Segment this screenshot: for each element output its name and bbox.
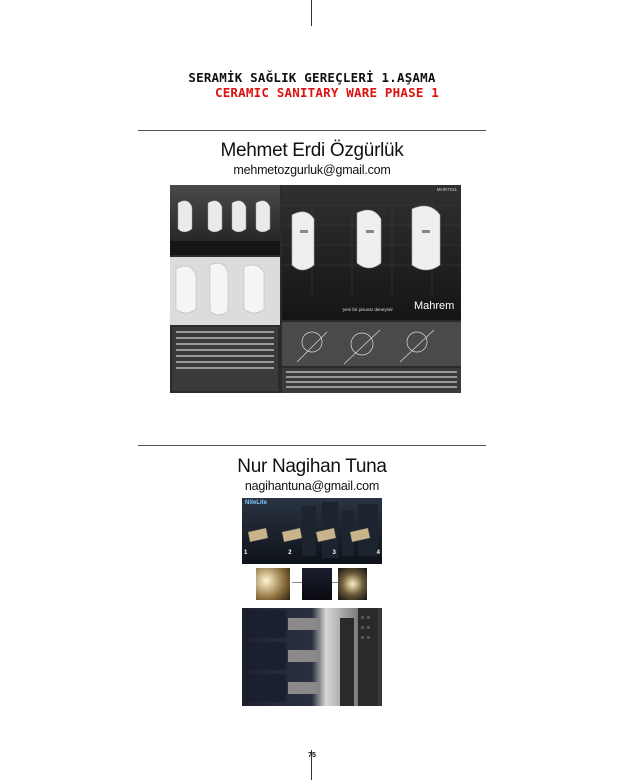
- product-code: MHR7531: [436, 187, 457, 192]
- poster-brand: NiteLite: [245, 500, 268, 506]
- sequence-arrow: [292, 582, 302, 583]
- nitelite-light-sequence: [256, 566, 367, 602]
- poster-brand: Mahrem: [414, 300, 455, 312]
- sequence-photo-3: [338, 568, 367, 600]
- urinals-row-graphic: [170, 185, 280, 255]
- page-number: 75: [308, 752, 316, 759]
- night-view-1: [244, 610, 286, 638]
- step-label: 2: [288, 550, 292, 556]
- divider-rule-2: [138, 445, 486, 446]
- student-email: nagihantuna@gmail.com: [244, 479, 380, 493]
- student-name: Mehmet Erdi Özgürlük: [220, 140, 404, 161]
- poster-description-right: [282, 368, 461, 393]
- sketches-graphic: [282, 322, 461, 366]
- poster-steps: [244, 550, 380, 556]
- nitelite-night-views: [242, 608, 382, 706]
- night-view-2: [244, 642, 286, 670]
- poster-photo-white-models: [170, 257, 280, 325]
- texture-swatch-1: [288, 618, 318, 630]
- night-view-3: [244, 674, 286, 702]
- poster-tagline: 'yeni bir pisuvar deneyimi': [342, 307, 394, 312]
- poster-sketches: [282, 322, 461, 366]
- night-building-graphic: [332, 608, 382, 706]
- step-label: 3: [332, 550, 336, 556]
- poster-description-left: [172, 327, 278, 391]
- texture-swatch-2: [288, 650, 318, 662]
- step-label: 1: [244, 550, 248, 556]
- section-title-turkish: SERAMİK SAĞLIK GEREÇLERİ 1.AŞAMA: [188, 70, 436, 85]
- project-poster-nitelite: [242, 498, 382, 564]
- poster-photo-main: [282, 185, 461, 320]
- project-poster-mahrem: [170, 185, 461, 393]
- student-email: mehmetozgurluk@gmail.com: [233, 163, 391, 177]
- sequence-photo-1: [256, 568, 290, 600]
- divider-rule-1: [138, 130, 486, 131]
- student-name: Nur Nagihan Tuna: [237, 456, 387, 477]
- crop-mark-top: [311, 0, 312, 26]
- texture-swatch-3: [288, 682, 318, 694]
- step-label: 4: [376, 550, 380, 556]
- poster-photo-urinals-row: [170, 185, 280, 255]
- white-models-graphic: [170, 257, 280, 325]
- section-title-english: CERAMIC SANITARY WARE PHASE 1: [214, 85, 440, 100]
- sequence-photo-2: [302, 568, 332, 600]
